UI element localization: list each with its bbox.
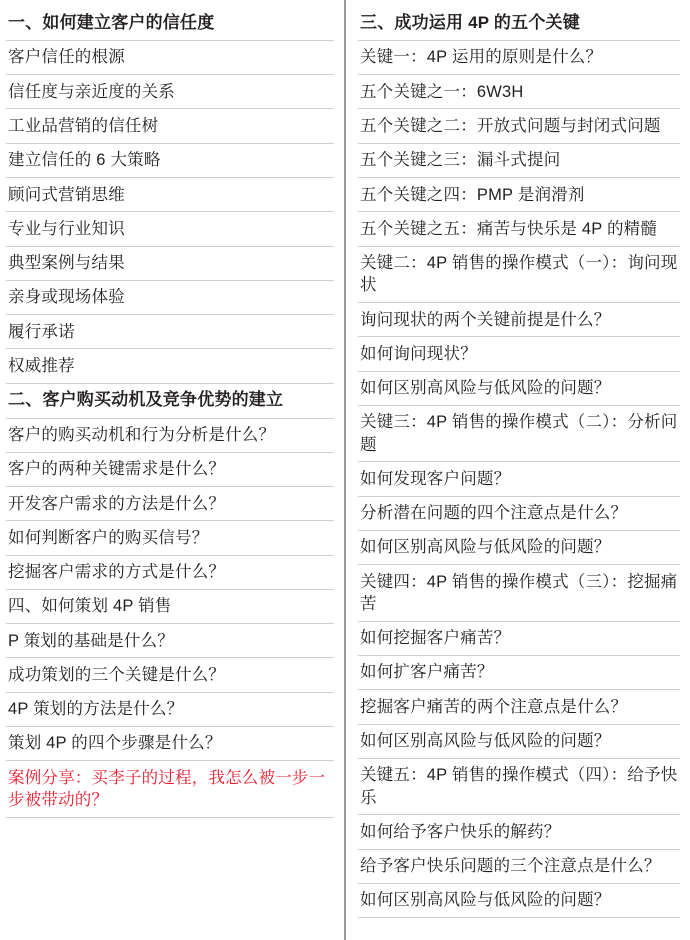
list-item-label: 如何挖掘客户痛苦？	[360, 629, 511, 648]
list-item-label: 建立信任的 6 大策略	[8, 151, 161, 170]
list-item-label: 客户信任的根源	[8, 48, 125, 67]
list-item-label: 亲身或现场体验	[8, 288, 125, 307]
list-item	[358, 109, 680, 143]
list-item-label: 如何判断客户的购买信号？	[8, 528, 209, 547]
list-item	[6, 521, 334, 555]
list-item-label: 询问现状的两个关键前提是什么？	[360, 310, 611, 329]
list-item-label: 顾问式营销思维	[8, 185, 125, 204]
list-item	[358, 144, 680, 178]
list-item-label: 开发客户需求的方法是什么？	[8, 494, 226, 513]
list-item	[6, 658, 334, 692]
list-item-label: 如何扩客户痛苦？	[360, 663, 494, 682]
list-item-label: 如何区别高风险与低风险的问题？	[360, 732, 611, 751]
list-item	[6, 349, 334, 383]
list-item-label: 如何询问现状？	[360, 344, 477, 363]
list-item-label: 案例分享：买李子的过程，我怎么被一步一步被带动的？	[8, 768, 326, 809]
list-item-label: 典型案例与结果	[8, 254, 125, 273]
list-item-label: 五个关键之三：漏斗式提问	[360, 151, 561, 170]
list-item	[6, 727, 334, 761]
list-item	[358, 690, 680, 724]
list-item	[358, 850, 680, 884]
list-item-label: 专业与行业知识	[8, 219, 125, 238]
list-item	[6, 144, 334, 178]
list-item	[6, 419, 334, 453]
list-item	[6, 693, 334, 727]
list-item	[6, 315, 334, 349]
list-item	[6, 41, 334, 75]
list-item-label: 信任度与亲近度的关系	[8, 82, 175, 101]
list-item	[6, 109, 334, 143]
list-item-label: 四、如何策划 4P 销售	[8, 597, 172, 616]
list-item-label: 关键一：4P 运用的原则是什么？	[360, 48, 603, 67]
list-item-label: 工业品营销的信任树	[8, 116, 159, 135]
list-item	[358, 212, 680, 246]
list-item-highlight	[6, 761, 334, 818]
list-item-label: 关键三：4P 销售的操作模式（二）：分析问题	[360, 413, 678, 454]
list-item	[358, 41, 680, 75]
list-item-label: 如何给予客户快乐的解药？	[360, 822, 561, 841]
list-item	[358, 622, 680, 656]
right-column	[346, 0, 690, 940]
list-item-label: 权威推荐	[8, 356, 75, 375]
list-item	[6, 75, 334, 109]
list-item	[358, 178, 680, 212]
list-item	[358, 406, 680, 463]
list-item-label: 4P 策划的方法是什么？	[8, 700, 184, 719]
list-item-label: 一、如何建立客户的信任度	[8, 12, 215, 32]
list-item	[358, 303, 680, 337]
list-item-label: 成功策划的三个关键是什么？	[8, 665, 226, 684]
list-item-label: 如何区别高风险与低风险的问题？	[360, 891, 611, 910]
list-item	[358, 75, 680, 109]
list-item	[6, 178, 334, 212]
list-item	[6, 281, 334, 315]
list-item-label: 履行承诺	[8, 322, 75, 341]
list-item	[358, 497, 680, 531]
list-item	[358, 884, 680, 918]
list-item-label: 挖掘客户需求的方式是什么？	[8, 563, 226, 582]
list-item-label: 五个关键之二：开放式问题与封闭式问题	[360, 116, 661, 135]
list-item-label: 客户的两种关键需求是什么？	[8, 460, 226, 479]
list-item	[358, 759, 680, 816]
list-item-label: 如何发现客户问题？	[360, 469, 511, 488]
list-item	[6, 590, 334, 624]
list-item	[358, 247, 680, 304]
list-item	[358, 565, 680, 622]
list-item	[358, 815, 680, 849]
list-item	[358, 337, 680, 371]
list-item-label: 关键五：4P 销售的操作模式（四）：给予快乐	[360, 766, 678, 807]
list-item-label: 如何区别高风险与低风险的问题？	[360, 538, 611, 557]
list-item-label: 分析潜在问题的四个注意点是什么？	[360, 504, 628, 523]
list-item	[6, 624, 334, 658]
list-item-label: 挖掘客户痛苦的两个注意点是什么？	[360, 697, 628, 716]
list-item	[358, 6, 680, 41]
list-item-label: 关键四：4P 销售的操作模式（三）：挖掘痛苦	[360, 572, 678, 613]
list-item	[6, 487, 334, 521]
list-item-label: 三、成功运用 4P 的五个关键	[360, 12, 580, 32]
list-item-label: 如何区别高风险与低风险的问题？	[360, 379, 611, 398]
list-item-label: 关键二：4P 销售的操作模式（一）：询问现状	[360, 254, 678, 295]
list-item-label: 二、客户购买动机及竞争优势的建立	[8, 390, 284, 410]
list-item-label: 客户的购买动机和行为分析是什么？	[8, 426, 276, 445]
list-item-label: 策划 4P 的四个步骤是什么？	[8, 734, 222, 753]
list-item	[6, 453, 334, 487]
list-item-label: 给予客户快乐问题的三个注意点是什么？	[360, 857, 661, 876]
list-item-label: P 策划的基础是什么？	[8, 631, 174, 650]
list-item	[6, 384, 334, 419]
list-item	[358, 531, 680, 565]
list-item	[6, 247, 334, 281]
list-item	[6, 6, 334, 41]
list-item	[6, 212, 334, 246]
list-item	[6, 556, 334, 590]
list-item	[358, 656, 680, 690]
list-item	[358, 462, 680, 496]
list-item	[358, 372, 680, 406]
list-item-label: 五个关键之一：6W3H	[360, 82, 524, 101]
list-item-label: 五个关键之四：PMP 是润滑剂	[360, 185, 585, 204]
list-item	[358, 725, 680, 759]
list-item-label: 五个关键之五：痛苦与快乐是 4P 的精髓	[360, 219, 658, 238]
